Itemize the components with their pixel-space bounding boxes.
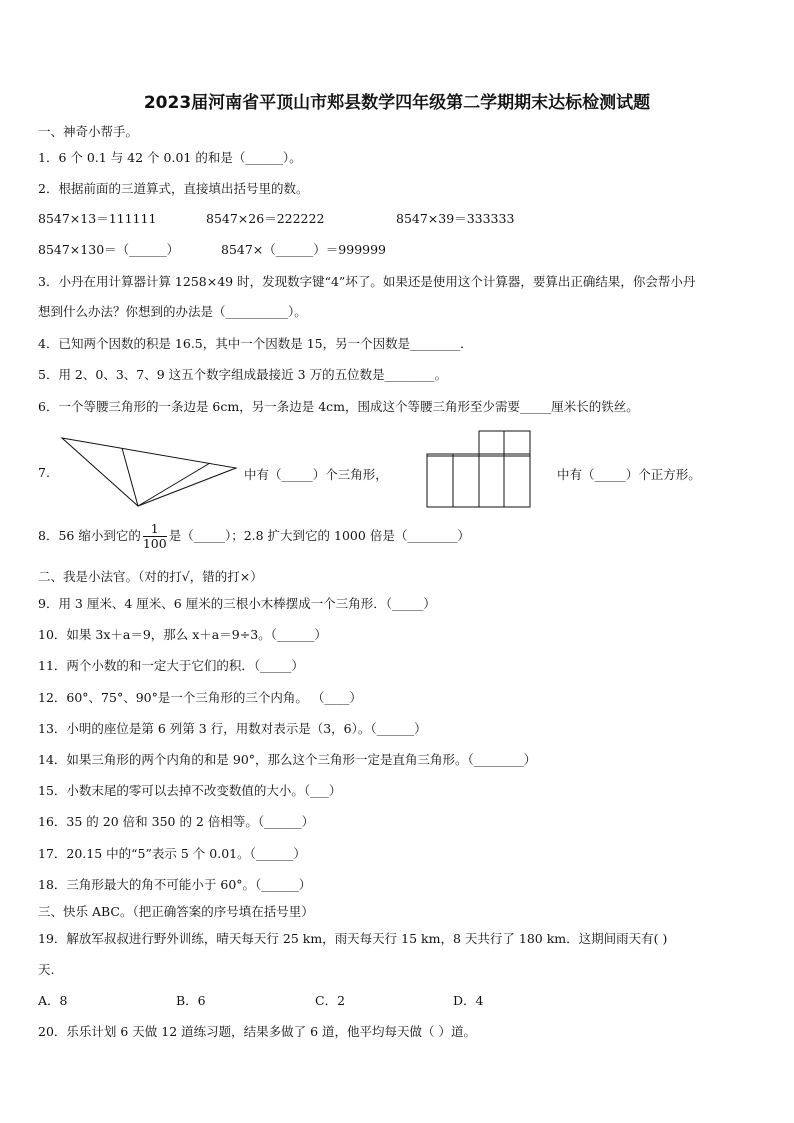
q2-equation-5: 8547×（______）＝999999 (221, 242, 387, 257)
question-3-line-2: 想到什么办法？你想到的办法是（__________）。 (38, 304, 307, 319)
question-19-line-1: 19．解放军叔叔进行野外训练，晴天每天行 25 km，雨天每天行 15 km，8 天共行了 180 km．这期间雨天有( ) (38, 931, 668, 946)
question-10: 10．如果 3x＋a＝9，那么 x＋a＝9÷3。（______） (38, 627, 327, 642)
question-18: 18．三角形最大的角不可能小于 60°。（______） (38, 877, 312, 892)
q2-equation-2: 8547×26＝222222 (206, 211, 325, 226)
question-13: 13．小明的座位是第 6 列第 3 行，用数对表示是（3，6）。（______） (38, 721, 427, 736)
q2-equation-1: 8547×13＝111111 (38, 211, 157, 226)
q8-prefix: 8．56 缩小到它的 (38, 527, 141, 543)
question-7-text-triangles: 中有（_____）个三角形， (244, 467, 388, 482)
q2-equation-4: 8547×130＝（______） (38, 242, 180, 257)
question-5: 5．用 2、0、3、7、9 这五个数字组成最接近 3 万的五位数是________。 (38, 367, 448, 382)
section-3-heading: 三、快乐 ABC。（把正确答案的序号填在括号里） (38, 904, 314, 919)
question-1: 1．6 个 0.1 与 42 个 0.01 的和是（______）。 (38, 150, 302, 165)
question-7-number: 7. (38, 465, 50, 480)
question-15: 15．小数末尾的零可以去掉不改变数值的大小。（___） (38, 783, 342, 798)
question-7-text-squares: 中有（_____）个正方形。 (557, 467, 701, 482)
q2-equation-3: 8547×39＝333333 (396, 211, 515, 226)
question-8 (38, 522, 470, 551)
question-4: 4．已知两个因数的积是 16.5，其中一个因数是 15，另一个因数是________． (38, 336, 473, 351)
question-2: 2．根据前面的三道算式，直接填出括号里的数。 (38, 181, 309, 196)
q19-option-b: B．6 (176, 993, 206, 1008)
question-17: 17．20.15 中的“5”表示 5 个 0.01。（______） (38, 846, 306, 861)
question-16: 16．35 的 20 倍和 350 的 2 倍相等。（______） (38, 814, 315, 829)
q8-fraction (143, 522, 167, 551)
question-14: 14．如果三角形的两个内角的和是 90°，那么这个三角形一定是直角三角形。（________） (38, 752, 537, 767)
question-12: 12．60°、75°、90°是一个三角形的三个内角。 （____） (38, 690, 362, 705)
page-title: 2023届河南省平顶山市郏县数学四年级第二学期期末达标检测试题 (143, 93, 651, 113)
section-2-heading: 二、我是小法官。（对的打√，错的打×） (38, 569, 263, 584)
question-20: 20．乐乐计划 6 天做 12 道练习题，结果多做了 6 道，他平均每天做（ ）道。 (38, 1024, 477, 1039)
question-6: 6．一个等腰三角形的一条边是 6cm，另一条边是 4cm，围成这个等腰三角形至少需要_____厘米长的铁丝。 (38, 399, 639, 414)
q8-fraction-numerator: 1 (143, 522, 167, 537)
q8-suffix: 是（_____）；2.8 扩大到它的 1000 倍是（________） (168, 527, 470, 543)
triangle-figure (60, 436, 240, 508)
question-19-line-2: 天. (38, 962, 55, 977)
question-3-line-1: 3．小丹在用计算器计算 1258×49 时，发现数字键“4”坏了。如果还是使用这个计算器，要算出正确结果，你会帮小丹 (38, 274, 696, 289)
q19-option-c: C．2 (315, 993, 346, 1008)
q19-option-d: D．4 (453, 993, 484, 1008)
question-9: 9．用 3 厘米、4 厘米、6 厘米的三根小木棒摆成一个三角形．（_____） (38, 596, 436, 611)
q8-fraction-denominator: 100 (142, 535, 167, 551)
q19-option-a: A．8 (38, 993, 68, 1008)
squares-figure (427, 430, 531, 508)
section-1-heading: 一、神奇小帮手。 (38, 124, 139, 139)
question-11: 11．两个小数的和一定大于它们的积．（_____） (38, 658, 304, 673)
